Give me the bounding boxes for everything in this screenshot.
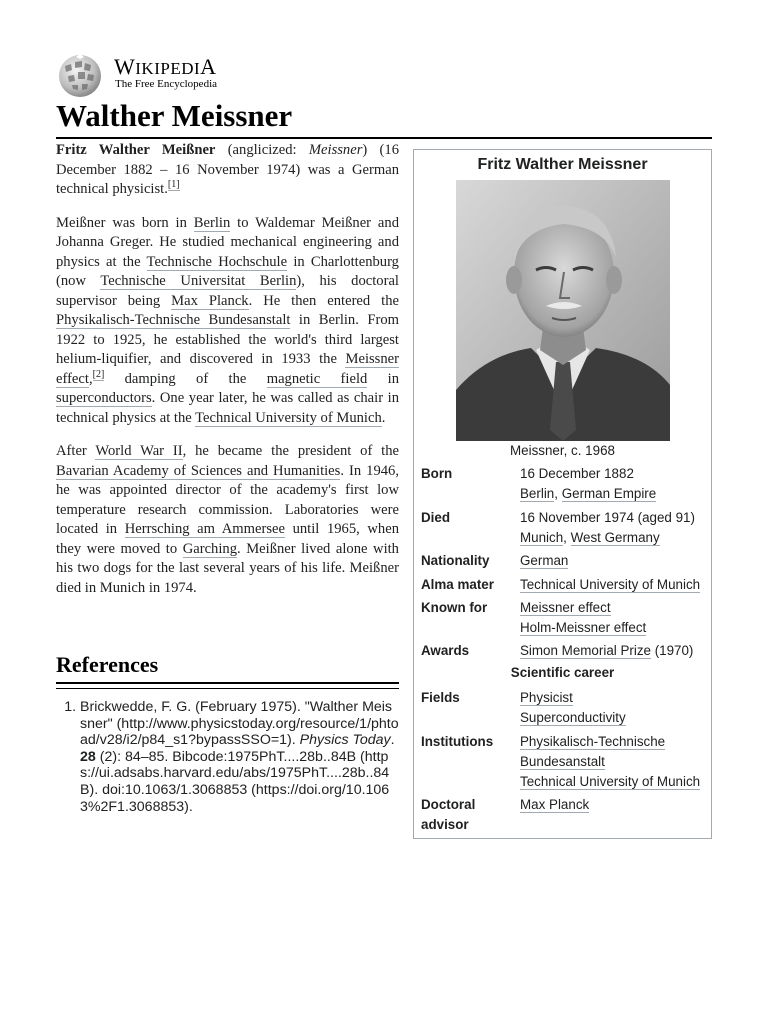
link-garching[interactable]: Garching	[182, 540, 238, 557]
infobox-section-scientific-career: Scientific career	[510, 665, 615, 680]
text: After	[56, 443, 96, 459]
reference-item	[80, 699, 399, 815]
citation-link[interactable]: [1]	[167, 179, 180, 191]
portrait-image	[456, 180, 670, 441]
text: ,	[88, 370, 93, 387]
link-herrsching[interactable]: Herrsching am Ammersee	[124, 521, 285, 537]
text: . Meißner lived alone with his two dogs for the last several years of his life. Meißner died in Munich in 1974.	[56, 540, 399, 596]
link-german[interactable]: German	[520, 553, 569, 568]
link-alma-mater-tum[interactable]: Technical University of Munich	[520, 577, 701, 592]
article-body	[56, 141, 399, 612]
row-label: Doctoral advisor	[421, 797, 476, 832]
text: .	[291, 732, 300, 749]
link-munich[interactable]: Munich	[520, 530, 564, 545]
citation-link[interactable]: [2]	[92, 368, 105, 380]
text: . He then entered the	[248, 292, 399, 309]
ref-title-link[interactable]: "Walther Meissner" (http://www.physicstoday.org/resource/1/phtoad/v28/i2/p84_s1?bypassSSO=1)	[80, 699, 399, 749]
link-ptb[interactable]: Physikalisch-Technische Bundesanstalt	[56, 312, 291, 328]
link-advisor-max-planck[interactable]: Max Planck	[520, 797, 590, 812]
ref-identifiers[interactable]: (2): 84–85. Bibcode:1975PhT....28b..84B (https://ui.adsabs.harvard.edu/abs/1975PhT....28b..84B). doi:10.1063/1.3068853 (https://doi.org/10.1063%2F1.3068853).	[80, 748, 390, 815]
anglicized-name: Meissner	[308, 142, 363, 158]
link-tu-munich[interactable]: Technical University of Munich	[195, 409, 382, 426]
row-label: Died	[421, 510, 451, 525]
link-physicist[interactable]: Physicist	[520, 690, 573, 705]
link-meissner-effect-ib[interactable]: Meissner effect	[520, 600, 611, 615]
link-bavarian-academy[interactable]: Bavarian Academy of Sciences and Humanities	[56, 462, 341, 479]
birth-date: 16 December 1882	[520, 466, 634, 481]
wikipedia-tagline: The Free Encyclopedia	[115, 78, 218, 90]
text: damping of the	[104, 370, 267, 387]
link-ptb-ib[interactable]: Physikalisch-Technische Bundesanstalt	[520, 734, 666, 769]
link-superconductors[interactable]: superconductors	[56, 390, 152, 406]
row-label: Nationality	[421, 553, 490, 568]
wikipedia-wordmark[interactable]: WIKIPEDIA	[114, 54, 217, 79]
link-meissner-effect[interactable]: Meissner effect	[56, 351, 399, 387]
ref-author: Brickwedde, F. G. (February 1975).	[80, 699, 305, 715]
references-list	[56, 699, 399, 815]
references-heading: References	[56, 652, 159, 677]
link-tu-berlin[interactable]: Technische Universitat Berlin	[100, 273, 297, 289]
subject-name: Fritz Walther Meißner	[56, 142, 216, 158]
link-german-empire[interactable]: German Empire	[561, 486, 657, 501]
row-label: Institutions	[421, 734, 494, 749]
intro-paragraph	[56, 141, 399, 200]
ref-journal: Physics Today	[299, 732, 391, 749]
text: until 1965, when they were moved to	[56, 521, 399, 557]
row-label: Awards	[421, 643, 470, 658]
portrait-photo[interactable]	[456, 180, 670, 441]
link-tum-ib[interactable]: Technical University of Munich	[520, 774, 701, 789]
text: to Waldemar Meißner and Johanna Greger. He studied mechanical engineering and physics at the	[56, 214, 399, 270]
infobox	[413, 149, 712, 839]
link-magnetic-field[interactable]: magnetic field	[266, 370, 368, 387]
link-simon-memorial-prize[interactable]: Simon Memorial Prize	[520, 643, 651, 658]
text: .	[390, 732, 395, 749]
row-label: Alma mater	[421, 577, 494, 592]
text: in Berlin. From 1922 to 1925, he established the world's third largest helium-liquifier, and discovered in 1933 the	[56, 312, 399, 367]
text: , he became the president of the	[182, 443, 399, 459]
row-value: 16 December 1882 Berlin, German Empire	[520, 464, 710, 504]
ref-volume: 28	[80, 748, 96, 765]
row-label: Fields	[421, 690, 460, 705]
wikipedia-globe-logo[interactable]	[55, 52, 105, 98]
references-divider	[56, 682, 399, 684]
text: ), his doctoral supervisor being	[56, 273, 399, 309]
text: ) (16 December 1882 – 16 November 1974) was a German technical physicist.	[56, 142, 399, 197]
portrait-caption: Meissner, c. 1968	[510, 443, 615, 458]
row-label: Known for	[421, 600, 488, 615]
text: in Charlottenburg (now	[56, 253, 399, 289]
link-berlin[interactable]: Berlin	[193, 214, 231, 231]
text: (anglicized:	[215, 142, 309, 158]
infobox-title: Fritz Walther Meissner	[477, 156, 648, 173]
citation-2[interactable]	[93, 369, 105, 381]
link-max-planck[interactable]: Max Planck	[171, 292, 249, 309]
references-divider-thin	[56, 688, 399, 689]
link-holm-meissner-effect[interactable]: Holm-Meissner effect	[520, 620, 647, 635]
text: in	[367, 370, 399, 387]
later-life-paragraph	[56, 442, 399, 598]
link-technische-hochschule[interactable]: Technische Hochschule	[146, 253, 288, 270]
citation-1[interactable]	[168, 179, 180, 191]
link-birthplace-berlin[interactable]: Berlin	[520, 486, 555, 501]
text: . One year later, he was called as chair in technical physics at the	[56, 390, 399, 426]
text: . In 1946, he was appointed director of the academy's first low temperature research commission. Laboratories were located in	[56, 462, 399, 537]
row-label: Born	[421, 466, 453, 481]
row-value: 16 November 1974 (aged 91) Munich, West Germany	[520, 508, 710, 548]
link-world-war-ii[interactable]: World War II	[95, 443, 183, 459]
link-west-germany[interactable]: West Germany	[570, 530, 660, 545]
title-divider	[56, 137, 712, 139]
biography-paragraph	[56, 214, 399, 429]
page-title: Walther Meissner	[56, 98, 293, 133]
link-superconductivity[interactable]: Superconductivity	[520, 710, 626, 725]
text: Meißner was born in	[56, 214, 194, 231]
death-date: 16 November 1974 (aged 91)	[520, 510, 695, 525]
text: .	[381, 409, 386, 426]
award-year: (1970)	[650, 643, 694, 658]
